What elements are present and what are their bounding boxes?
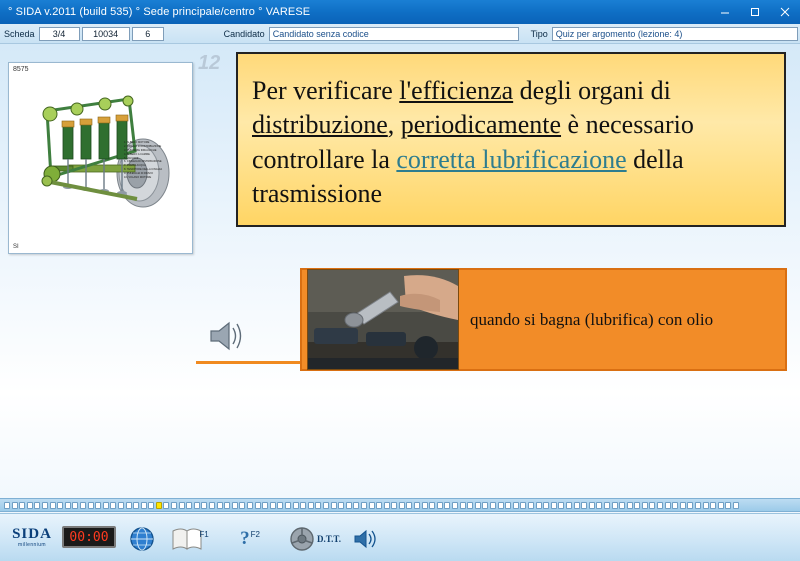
progress-cell[interactable] <box>612 502 618 509</box>
progress-cell[interactable] <box>543 502 549 509</box>
progress-cell[interactable] <box>361 502 367 509</box>
progress-cell[interactable] <box>201 502 207 509</box>
question-seg: è necessario controllare la <box>252 110 694 174</box>
progress-cell[interactable] <box>695 502 701 509</box>
progress-cell[interactable] <box>733 502 739 509</box>
diagram-legend <box>124 141 186 180</box>
question-seg: Per verificare <box>252 75 400 105</box>
progress-cell[interactable] <box>589 502 595 509</box>
progress-cell[interactable] <box>482 502 488 509</box>
book-f1-label: F1 <box>199 529 209 539</box>
progress-cell[interactable] <box>277 502 283 509</box>
progress-cell[interactable] <box>346 502 352 509</box>
progress-cell[interactable] <box>315 502 321 509</box>
scheda-code-field[interactable]: 10034 <box>82 27 130 41</box>
legend-item: 3. PUNTERIE IDRAULICHE <box>124 148 157 152</box>
close-button[interactable] <box>770 0 800 24</box>
scheda-value-field[interactable]: 3/4 <box>39 27 80 41</box>
book-f1-button[interactable] <box>168 524 212 554</box>
sida-logo <box>8 522 56 552</box>
timer-display: 00:00 <box>62 526 116 548</box>
speaker-small-icon <box>352 527 380 551</box>
progress-cell[interactable] <box>4 502 10 509</box>
progress-cell[interactable] <box>498 502 504 509</box>
progress-cell[interactable] <box>687 502 693 509</box>
progress-cell[interactable] <box>186 502 192 509</box>
progress-cell[interactable] <box>528 502 534 509</box>
progress-cell[interactable] <box>126 502 132 509</box>
progress-cell[interactable] <box>19 502 25 509</box>
tipo-value-field[interactable]: Quiz per argomento (lezione: 4) <box>552 27 798 41</box>
question-number: 12 <box>198 52 221 74</box>
progress-cell[interactable] <box>422 502 428 509</box>
progress-cell[interactable] <box>475 502 481 509</box>
question-seg: corretta lubrificazione <box>396 144 627 174</box>
progress-cell[interactable] <box>12 502 18 509</box>
progress-cell[interactable] <box>148 502 154 509</box>
progress-cell[interactable] <box>725 502 731 509</box>
progress-cell[interactable] <box>353 502 359 509</box>
legend-item: 8. TENDITORE DELLA CINGHIA <box>124 168 163 172</box>
progress-cell[interactable] <box>331 502 337 509</box>
progress-cell[interactable] <box>110 502 116 509</box>
help-f2-button[interactable]: ? F2 <box>240 528 260 549</box>
scheda-number-field[interactable]: 6 <box>132 27 164 41</box>
progress-cell[interactable] <box>680 502 686 509</box>
progress-cell[interactable] <box>490 502 496 509</box>
sound-button[interactable] <box>348 524 384 554</box>
progress-cell[interactable] <box>634 502 640 509</box>
progress-cell[interactable] <box>133 502 139 509</box>
question-seg: distribuzione <box>252 110 388 140</box>
progress-cell[interactable] <box>300 502 306 509</box>
progress-cell[interactable] <box>437 502 443 509</box>
progress-cell[interactable] <box>239 502 245 509</box>
progress-cell[interactable] <box>232 502 238 509</box>
progress-cell[interactable] <box>574 502 580 509</box>
progress-cell[interactable] <box>118 502 124 509</box>
progress-cell[interactable] <box>391 502 397 509</box>
progress-cell[interactable] <box>581 502 587 509</box>
legend-item: 5. VALVOLE <box>124 156 139 160</box>
progress-cell[interactable] <box>672 502 678 509</box>
progress-cell[interactable] <box>194 502 200 509</box>
progress-cell[interactable] <box>444 502 450 509</box>
progress-cell[interactable] <box>50 502 56 509</box>
progress-cell[interactable] <box>42 502 48 509</box>
progress-cell[interactable] <box>703 502 709 509</box>
progress-cell[interactable] <box>505 502 511 509</box>
progress-cell[interactable] <box>163 502 169 509</box>
progress-cell[interactable] <box>262 502 268 509</box>
question-seg: periodicamente <box>400 110 562 140</box>
progress-cell[interactable] <box>467 502 473 509</box>
scheda-label: Scheda <box>4 28 35 39</box>
progress-cell[interactable] <box>429 502 435 509</box>
progress-cell[interactable] <box>558 502 564 509</box>
progress-cell[interactable] <box>247 502 253 509</box>
globe-icon <box>127 524 157 554</box>
logo-sub-text: millennium <box>18 541 46 548</box>
legend-item: 7. POMPA ACQUA <box>124 164 146 168</box>
progress-cell[interactable] <box>57 502 63 509</box>
progress-cell[interactable] <box>376 502 382 509</box>
dtt-label: D.T.T. <box>317 534 341 544</box>
legend-item: 6. CINGHIA DI DISTRIBUZIONE <box>124 160 162 164</box>
progress-cell[interactable] <box>536 502 542 509</box>
legend-item: 4. ALBERO A CAMME <box>124 152 150 156</box>
legend-item: 2. ORGANI DI DISTRIBUZIONE <box>124 144 162 148</box>
progress-cell[interactable] <box>604 502 610 509</box>
window-controls <box>710 0 800 24</box>
title-bar <box>0 0 800 24</box>
content-area <box>0 44 800 494</box>
question-text <box>252 74 770 211</box>
progress-cell[interactable] <box>224 502 230 509</box>
answer-text: quando si bagna (lubrifica) con olio <box>470 309 714 329</box>
progress-cell[interactable] <box>209 502 215 509</box>
illustration-bottom-code: SI <box>13 244 19 250</box>
speaker-icon[interactable] <box>205 316 247 356</box>
info-bar <box>0 24 800 44</box>
progress-strip[interactable] <box>0 498 800 512</box>
progress-cell[interactable] <box>566 502 572 509</box>
question-seg: , <box>387 110 401 140</box>
legend-item: 10. VOLANO MOTORE <box>124 176 152 180</box>
progress-cell[interactable] <box>72 502 78 509</box>
progress-cell[interactable] <box>338 502 344 509</box>
progress-cell[interactable] <box>627 502 633 509</box>
progress-cell[interactable] <box>619 502 625 509</box>
progress-cell[interactable] <box>293 502 299 509</box>
progress-cell[interactable] <box>596 502 602 509</box>
illustration-panel[interactable] <box>8 62 193 254</box>
progress-cell[interactable] <box>34 502 40 509</box>
progress-cell[interactable] <box>88 502 94 509</box>
progress-cell[interactable] <box>323 502 329 509</box>
progress-cell[interactable] <box>80 502 86 509</box>
progress-cell[interactable] <box>103 502 109 509</box>
candidato-value-field[interactable]: Candidato senza codice <box>269 27 519 41</box>
progress-cell[interactable] <box>156 502 162 509</box>
progress-cell[interactable] <box>369 502 375 509</box>
question-seg: l'efficienza <box>399 75 514 105</box>
progress-cell[interactable] <box>270 502 276 509</box>
progress-cell[interactable] <box>665 502 671 509</box>
tipo-label: Tipo <box>530 28 548 39</box>
answer-photo <box>307 269 459 370</box>
progress-cell[interactable] <box>649 502 655 509</box>
toolbar <box>0 513 800 561</box>
help-f2-label: F2 <box>250 529 260 539</box>
progress-cell[interactable] <box>642 502 648 509</box>
logo-main-text: SIDA <box>12 525 52 542</box>
progress-cell[interactable] <box>657 502 663 509</box>
progress-cell[interactable] <box>513 502 519 509</box>
progress-cell[interactable] <box>65 502 71 509</box>
question-seg: degli organi di <box>513 75 671 105</box>
progress-cell[interactable] <box>718 502 724 509</box>
progress-cell[interactable] <box>217 502 223 509</box>
globe-button[interactable] <box>124 524 160 554</box>
progress-cell[interactable] <box>710 502 716 509</box>
progress-cell[interactable] <box>520 502 526 509</box>
progress-cell[interactable] <box>406 502 412 509</box>
progress-cell[interactable] <box>384 502 390 509</box>
question-box <box>236 52 786 227</box>
candidato-label: Candidato <box>223 28 265 39</box>
progress-cell[interactable] <box>551 502 557 509</box>
illustration-top-code: 8575 <box>13 66 29 73</box>
progress-cell[interactable] <box>452 502 458 509</box>
progress-cell[interactable] <box>27 502 33 509</box>
maximize-button[interactable] <box>740 0 770 24</box>
progress-cell[interactable] <box>171 502 177 509</box>
legend-item: 1. ALBERO MOTORE <box>124 141 150 144</box>
wheel-icon <box>289 526 315 552</box>
question-seg: della trasmissione <box>252 144 684 208</box>
legend-item: 9. PULEGGIA DI RINVIO <box>124 172 153 176</box>
window-title: ° SIDA v.2011 (build 535) ° Sede principale/centro ° VARESE <box>8 6 311 18</box>
progress-cell[interactable] <box>255 502 261 509</box>
progress-cell[interactable] <box>399 502 405 509</box>
progress-cell[interactable] <box>179 502 185 509</box>
progress-cell[interactable] <box>95 502 101 509</box>
progress-cell[interactable] <box>285 502 291 509</box>
progress-cell[interactable] <box>308 502 314 509</box>
dtt-button[interactable] <box>282 524 348 554</box>
progress-cell[interactable] <box>460 502 466 509</box>
minimize-button[interactable] <box>710 0 740 24</box>
progress-cell[interactable] <box>414 502 420 509</box>
progress-cell[interactable] <box>141 502 147 509</box>
